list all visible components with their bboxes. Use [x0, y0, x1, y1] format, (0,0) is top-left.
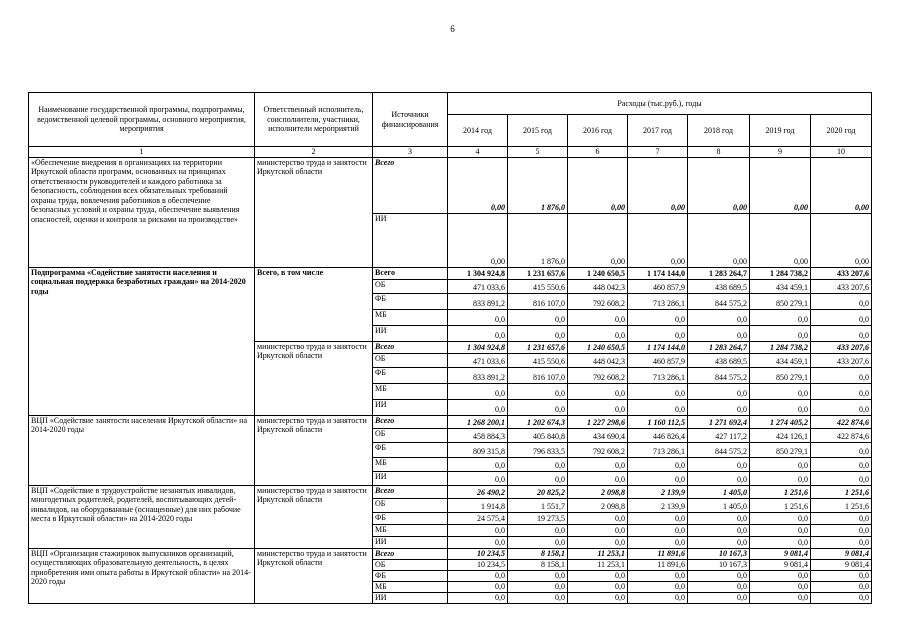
- source-cell: ОБ: [373, 279, 448, 293]
- value-cell: 0,0: [508, 309, 568, 325]
- value-cell: 460 857,9: [628, 279, 688, 293]
- value-cell: 0,0: [750, 570, 811, 581]
- value-cell: 0,0: [568, 471, 628, 485]
- row-executor: Всего, в том числе: [255, 267, 373, 341]
- value-cell: 713 286,1: [628, 442, 688, 457]
- value-cell: 0,0: [811, 524, 872, 536]
- value-cell: 1 251,6: [750, 485, 811, 498]
- value-cell: 0,0: [628, 325, 688, 341]
- index-cell: 8: [688, 147, 750, 158]
- value-cell: 1 240 650,5: [568, 341, 628, 353]
- value-cell: 0,0: [448, 383, 508, 399]
- row-title: ВЦП «Содействие занятости населения Иркутской области» на 2014-2020 годы: [29, 415, 255, 485]
- value-cell: 0,0: [811, 471, 872, 485]
- value-cell: 850 279,1: [750, 293, 811, 309]
- value-cell: 0,0: [750, 524, 811, 536]
- source-cell: ИИ: [373, 536, 448, 548]
- value-cell: 0,0: [750, 592, 811, 603]
- value-cell: 24 575,4: [448, 512, 508, 524]
- source-cell: МБ: [373, 581, 448, 592]
- value-cell: 0,0: [568, 457, 628, 471]
- value-cell: 0,0: [448, 325, 508, 341]
- value-cell: 0,0: [628, 457, 688, 471]
- value-cell: 0,0: [628, 309, 688, 325]
- value-cell: 10 234,5: [448, 559, 508, 570]
- value-cell: 0,0: [568, 524, 628, 536]
- value-cell: 405 840,8: [508, 428, 568, 442]
- value-cell: 0,00: [750, 213, 811, 267]
- source-cell: МБ: [373, 309, 448, 325]
- source-cell: МБ: [373, 524, 448, 536]
- source-cell: ОБ: [373, 559, 448, 570]
- source-cell: Всего: [373, 267, 448, 279]
- value-cell: 415 550,6: [508, 279, 568, 293]
- source-cell: ФБ: [373, 512, 448, 524]
- value-cell: 10 167,3: [688, 559, 750, 570]
- row-executor: министерство труда и занятости Иркутской области: [255, 415, 373, 485]
- value-cell: 2 098,8: [568, 485, 628, 498]
- value-cell: 0,0: [811, 592, 872, 603]
- value-cell: 11 253,1: [568, 559, 628, 570]
- value-cell: 0,0: [750, 457, 811, 471]
- value-cell: 2 139,9: [628, 498, 688, 512]
- source-cell: ФБ: [373, 293, 448, 309]
- value-cell: 1 231 657,6: [508, 267, 568, 279]
- value-cell: 1 271 692,4: [688, 415, 750, 428]
- value-cell: 0,0: [750, 581, 811, 592]
- index-cell: 2: [255, 147, 373, 158]
- value-cell: 0,0: [448, 471, 508, 485]
- value-cell: 0,0: [811, 512, 872, 524]
- value-cell: 0,0: [568, 581, 628, 592]
- source-cell: Всего: [373, 415, 448, 428]
- value-cell: 0,0: [628, 581, 688, 592]
- value-cell: 9 081,4: [750, 559, 811, 570]
- table-row: [29, 548, 872, 559]
- year-header: 2014 год: [448, 115, 508, 147]
- value-cell: 0,0: [811, 570, 872, 581]
- value-cell: 0,0: [688, 592, 750, 603]
- value-cell: 0,0: [811, 309, 872, 325]
- value-cell: 0,0: [628, 512, 688, 524]
- source-cell: Всего: [373, 341, 448, 353]
- value-cell: 792 608,2: [568, 442, 628, 457]
- value-cell: 0,0: [811, 383, 872, 399]
- table-row: [29, 485, 872, 498]
- value-cell: 1 240 650,5: [568, 267, 628, 279]
- value-cell: 422 874,6: [811, 415, 872, 428]
- row-executor: министерство труда и занятости Иркутской области: [255, 485, 373, 548]
- value-cell: 0,00: [568, 157, 628, 213]
- value-cell: 0,0: [750, 383, 811, 399]
- value-cell: 2 139,9: [628, 485, 688, 498]
- value-cell: 0,0: [688, 383, 750, 399]
- value-cell: 0,0: [688, 399, 750, 415]
- value-cell: 433 207,6: [811, 279, 872, 293]
- source-cell: ИИ: [373, 213, 448, 267]
- value-cell: 0,00: [448, 157, 508, 213]
- source-cell: ФБ: [373, 442, 448, 457]
- value-cell: 0,0: [568, 570, 628, 581]
- value-cell: 0,0: [811, 367, 872, 383]
- source-cell: Всего: [373, 157, 448, 213]
- source-cell: ИИ: [373, 592, 448, 603]
- value-cell: 0,00: [811, 213, 872, 267]
- value-cell: 0,00: [811, 157, 872, 213]
- value-cell: 0,0: [750, 536, 811, 548]
- value-cell: 2 098,8: [568, 498, 628, 512]
- value-cell: 0,0: [811, 536, 872, 548]
- value-cell: 0,0: [508, 581, 568, 592]
- value-cell: 0,0: [508, 570, 568, 581]
- source-cell: ИИ: [373, 471, 448, 485]
- value-cell: 1 284 738,2: [750, 341, 811, 353]
- row-executor: министерство труда и занятости Иркутской области: [255, 548, 373, 603]
- value-cell: 0,0: [448, 524, 508, 536]
- value-cell: 0,0: [568, 383, 628, 399]
- value-cell: 833 891,2: [448, 367, 508, 383]
- value-cell: 0,0: [508, 325, 568, 341]
- value-cell: 0,0: [448, 592, 508, 603]
- value-cell: 9 081,4: [811, 548, 872, 559]
- value-cell: 0,0: [508, 383, 568, 399]
- value-cell: 1 274 405,2: [750, 415, 811, 428]
- row-title: Подпрограмма «Содействие занятости населения и социальная поддержка безработных граждан» на 2014-2020 годы: [29, 267, 255, 415]
- index-cell: 1: [29, 147, 255, 158]
- source-cell: ФБ: [373, 367, 448, 383]
- value-cell: 0,0: [811, 293, 872, 309]
- value-cell: 1 284 738,2: [750, 267, 811, 279]
- value-cell: 434 459,1: [750, 353, 811, 367]
- value-cell: 448 042,3: [568, 279, 628, 293]
- value-cell: 1 160 112,5: [628, 415, 688, 428]
- index-cell: 7: [628, 147, 688, 158]
- value-cell: 0,0: [568, 399, 628, 415]
- value-cell: 9 081,4: [811, 559, 872, 570]
- value-cell: 433 207,6: [811, 341, 872, 353]
- value-cell: 20 825,2: [508, 485, 568, 498]
- value-cell: 1 876,0: [508, 213, 568, 267]
- value-cell: 844 575,2: [688, 367, 750, 383]
- row-title: ВЦП «Содействие в трудоустройстве незанятых инвалидов, многодетных родителей, родителей, воспитывающих детей-инвалидов, на оборудованные (оснащенные) для них рабочие места в Иркутской области» на 2014-2020 годы: [29, 485, 255, 548]
- row-executor: министерство труда и занятости Иркутской области: [255, 157, 373, 267]
- value-cell: 0,00: [688, 157, 750, 213]
- value-cell: 0,0: [688, 457, 750, 471]
- value-cell: 1 268 200,1: [448, 415, 508, 428]
- year-header: 2017 год: [628, 115, 688, 147]
- value-cell: 0,00: [448, 213, 508, 267]
- value-cell: 471 033,6: [448, 353, 508, 367]
- index-cell: 10: [811, 147, 872, 158]
- source-cell: МБ: [373, 457, 448, 471]
- index-cell: 5: [508, 147, 568, 158]
- table-row: [29, 415, 872, 428]
- value-cell: 1 174 144,0: [628, 341, 688, 353]
- value-cell: 1 283 264,7: [688, 341, 750, 353]
- row-title: «Обеспечение внедрения в организациях на территории Иркутской области программ, основанных на принципах ответственности руководителей и каждого работника за безопасность, соблюдения всех обязательных требований охраны труда, вовлечения работников в обеспечение безопасных условий и охраны труда, обеспечение выявления опасностей, оценки и контроля за рисками на производстве»: [29, 157, 255, 267]
- value-cell: 458 884,3: [448, 428, 508, 442]
- index-cell: 6: [568, 147, 628, 158]
- year-header: 2018 год: [688, 115, 750, 147]
- value-cell: 438 689,5: [688, 279, 750, 293]
- value-cell: 434 690,4: [568, 428, 628, 442]
- value-cell: 0,0: [508, 471, 568, 485]
- value-cell: 0,0: [568, 592, 628, 603]
- value-cell: 1 251,6: [811, 485, 872, 498]
- col-exec-header: Ответственный исполнитель, соисполнители, участники, исполнители мероприятий: [255, 93, 373, 147]
- value-cell: 0,0: [448, 457, 508, 471]
- value-cell: 816 107,0: [508, 293, 568, 309]
- value-cell: 8 158,1: [508, 548, 568, 559]
- value-cell: 844 575,2: [688, 293, 750, 309]
- value-cell: 0,0: [448, 570, 508, 581]
- value-cell: 434 459,1: [750, 279, 811, 293]
- col-name-header: Наименование государственной программы, подпрограммы, ведомственной целевой программы, основного мероприятия, мероприятия: [29, 93, 255, 147]
- value-cell: 0,0: [508, 592, 568, 603]
- year-header: 2016 год: [568, 115, 628, 147]
- row-executor: министерство труда и занятости Иркутской области: [255, 341, 373, 415]
- col-src-header: Источники финансирования: [373, 93, 448, 147]
- col-expenses-header: Расходы (тыс.руб.), годы: [448, 93, 872, 115]
- index-cell: 9: [750, 147, 811, 158]
- value-cell: 0,0: [508, 399, 568, 415]
- value-cell: 10 234,5: [448, 548, 508, 559]
- table-row: [29, 267, 872, 279]
- value-cell: 0,0: [688, 309, 750, 325]
- value-cell: 448 042,3: [568, 353, 628, 367]
- index-cell: 3: [373, 147, 448, 158]
- value-cell: 0,0: [750, 309, 811, 325]
- value-cell: 809 315,8: [448, 442, 508, 457]
- value-cell: 1 251,6: [811, 498, 872, 512]
- value-cell: 713 286,1: [628, 367, 688, 383]
- value-cell: 1 251,6: [750, 498, 811, 512]
- value-cell: 0,00: [628, 157, 688, 213]
- value-cell: 0,0: [688, 570, 750, 581]
- value-cell: 0,0: [688, 536, 750, 548]
- source-cell: ОБ: [373, 498, 448, 512]
- value-cell: 0,0: [750, 325, 811, 341]
- value-cell: 0,0: [688, 325, 750, 341]
- value-cell: 424 126,1: [750, 428, 811, 442]
- value-cell: 0,0: [750, 512, 811, 524]
- value-cell: 850 279,1: [750, 367, 811, 383]
- value-cell: 0,0: [628, 524, 688, 536]
- row-title: ВЦП «Организация стажировок выпускников организаций, осуществляющих образовательную деятельность, в целях приобретения ими опыта работы в Иркутской области» на 2014-2020 годы: [29, 548, 255, 603]
- year-header: 2015 год: [508, 115, 568, 147]
- value-cell: 1 405,0: [688, 498, 750, 512]
- value-cell: 0,0: [628, 383, 688, 399]
- value-cell: 11 891,6: [628, 559, 688, 570]
- value-cell: 0,0: [628, 536, 688, 548]
- value-cell: 0,00: [568, 213, 628, 267]
- year-header: 2019 год: [750, 115, 811, 147]
- value-cell: 0,0: [688, 512, 750, 524]
- value-cell: 1 304 924,8: [448, 267, 508, 279]
- value-cell: 1 551,7: [508, 498, 568, 512]
- value-cell: 833 891,2: [448, 293, 508, 309]
- year-header: 2020 год: [811, 115, 872, 147]
- value-cell: 0,0: [568, 536, 628, 548]
- value-cell: 0,0: [688, 581, 750, 592]
- value-cell: 0,0: [448, 309, 508, 325]
- value-cell: 0,00: [750, 157, 811, 213]
- value-cell: 0,0: [811, 581, 872, 592]
- value-cell: 433 207,6: [811, 353, 872, 367]
- value-cell: 19 273,5: [508, 512, 568, 524]
- value-cell: 10 167,3: [688, 548, 750, 559]
- value-cell: 0,0: [448, 536, 508, 548]
- value-cell: 1 405,0: [688, 485, 750, 498]
- source-cell: ОБ: [373, 428, 448, 442]
- value-cell: 0,0: [448, 581, 508, 592]
- value-cell: 438 689,5: [688, 353, 750, 367]
- value-cell: 0,0: [568, 325, 628, 341]
- value-cell: 26 490,2: [448, 485, 508, 498]
- value-cell: 433 207,6: [811, 267, 872, 279]
- source-cell: ИИ: [373, 399, 448, 415]
- index-cell: 4: [448, 147, 508, 158]
- value-cell: 1 283 264,7: [688, 267, 750, 279]
- value-cell: 0,0: [628, 399, 688, 415]
- value-cell: 446 826,4: [628, 428, 688, 442]
- value-cell: 0,0: [811, 457, 872, 471]
- value-cell: 0,0: [628, 592, 688, 603]
- value-cell: 0,0: [811, 325, 872, 341]
- value-cell: 9 081,4: [750, 548, 811, 559]
- value-cell: 0,0: [568, 512, 628, 524]
- value-cell: 422 874,6: [811, 428, 872, 442]
- value-cell: 0,0: [568, 309, 628, 325]
- value-cell: 796 833,5: [508, 442, 568, 457]
- value-cell: 0,0: [628, 570, 688, 581]
- value-cell: 1 174 144,0: [628, 267, 688, 279]
- value-cell: 0,0: [811, 442, 872, 457]
- value-cell: 0,0: [688, 524, 750, 536]
- value-cell: 0,0: [811, 399, 872, 415]
- table-row: [29, 157, 872, 213]
- source-cell: ИИ: [373, 325, 448, 341]
- value-cell: 0,0: [688, 471, 750, 485]
- value-cell: 460 857,9: [628, 353, 688, 367]
- value-cell: 0,0: [508, 524, 568, 536]
- value-cell: 792 608,2: [568, 293, 628, 309]
- value-cell: 11 253,1: [568, 548, 628, 559]
- value-cell: 415 550,6: [508, 353, 568, 367]
- value-cell: 0,0: [508, 536, 568, 548]
- source-cell: Всего: [373, 548, 448, 559]
- value-cell: 427 117,2: [688, 428, 750, 442]
- value-cell: 0,00: [688, 213, 750, 267]
- source-cell: МБ: [373, 383, 448, 399]
- value-cell: 792 608,2: [568, 367, 628, 383]
- expenditure-table: [28, 92, 872, 604]
- value-cell: 471 033,6: [448, 279, 508, 293]
- value-cell: 0,0: [628, 471, 688, 485]
- source-cell: ОБ: [373, 353, 448, 367]
- value-cell: 0,0: [448, 399, 508, 415]
- value-cell: 0,0: [508, 457, 568, 471]
- value-cell: 850 279,1: [750, 442, 811, 457]
- value-cell: 1 914,8: [448, 498, 508, 512]
- value-cell: 1 227 298,6: [568, 415, 628, 428]
- page-number: 6: [450, 24, 455, 34]
- value-cell: 0,0: [750, 399, 811, 415]
- value-cell: 844 575,2: [688, 442, 750, 457]
- source-cell: Всего: [373, 485, 448, 498]
- value-cell: 1 876,0: [508, 157, 568, 213]
- value-cell: 8 158,1: [508, 559, 568, 570]
- source-cell: ФБ: [373, 570, 448, 581]
- value-cell: 1 231 657,6: [508, 341, 568, 353]
- value-cell: 0,0: [750, 471, 811, 485]
- value-cell: 1 202 674,3: [508, 415, 568, 428]
- value-cell: 0,00: [628, 213, 688, 267]
- value-cell: 816 107,0: [508, 367, 568, 383]
- value-cell: 1 304 924,8: [448, 341, 508, 353]
- value-cell: 11 891,6: [628, 548, 688, 559]
- value-cell: 713 286,1: [628, 293, 688, 309]
